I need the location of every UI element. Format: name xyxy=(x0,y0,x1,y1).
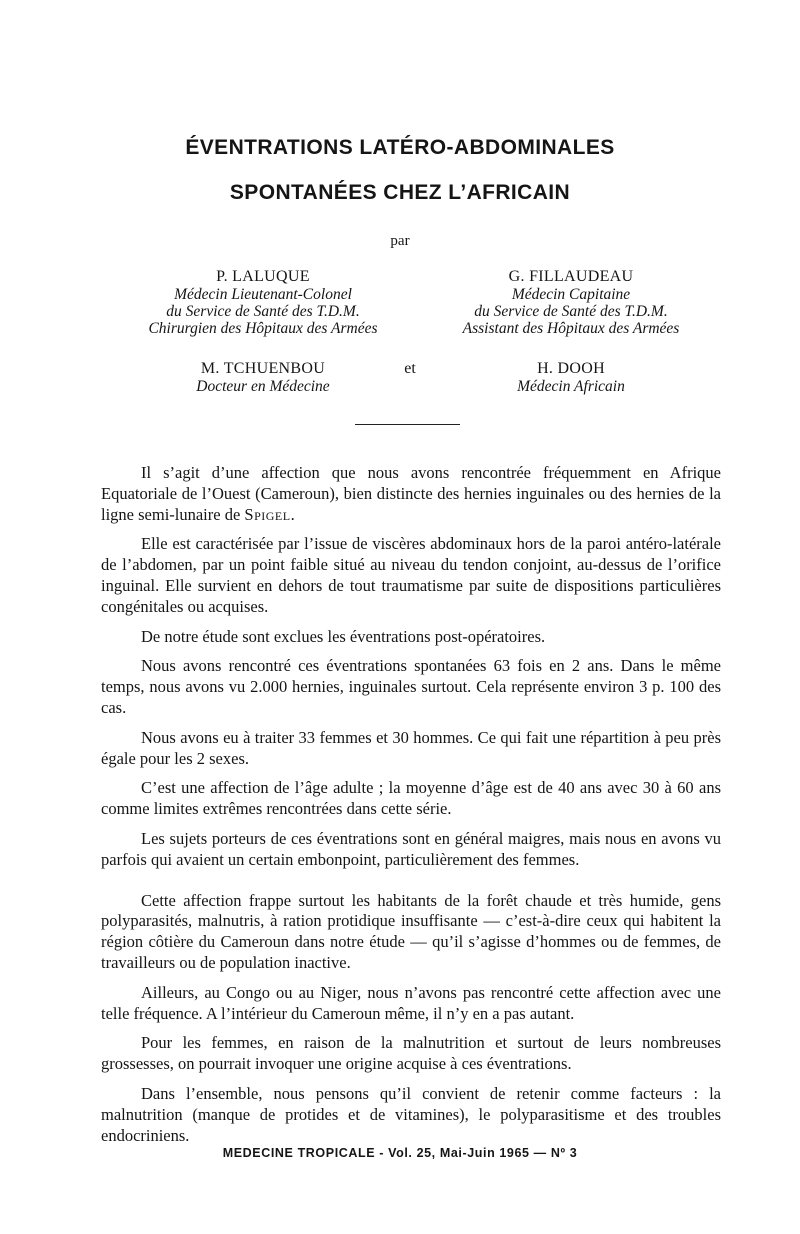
author-role: Médecin Lieutenant-Colonel xyxy=(174,286,352,303)
author-role: Médecin Africain xyxy=(517,378,625,395)
title-line-1: ÉVENTRATIONS LATÉRO-ABDOMINALES xyxy=(185,136,615,159)
name-spigel: Spigel xyxy=(244,504,291,524)
paragraph-text: Il s’agit d’une affection que nous avons rencontrée fréquemment en Afrique Equatoriale de l’Ouest (Cameroun), bien distincte des hernies inguinales ou des hernies de la ligne semi-lunaire de xyxy=(101,463,721,524)
author-fillaudeau xyxy=(406,268,736,337)
author-dooh xyxy=(406,360,736,395)
paragraph-7: Les sujets porteurs de ces éventrations sont en général maigres, mais nous en avons vu parfois qui avaient un certain embonpoint, particulièrement des femmes. xyxy=(101,828,721,869)
author-role: Chirurgien des Hôpitaux des Armées xyxy=(148,320,378,337)
author-role: Assistant des Hôpitaux des Armées xyxy=(462,320,680,337)
paragraph-10: Pour les femmes, en raison de la malnutrition et surtout de leurs nombreuses grossesses, on pourrait invoquer une origine acquise à ces éventrations. xyxy=(101,1033,721,1074)
paragraph-11: Dans l’ensemble, nous pensons qu’il convient de retenir comme facteurs : la malnutrition (manque de protides et de vitamines), le polyparasitisme et des troubles endocriniens. xyxy=(101,1083,721,1145)
byline-par: par xyxy=(390,233,410,249)
paragraph-8: Cette affection frappe surtout les habitants de la forêt chaude et très humide, gens polyparasités, malnutris, à ration protidique insuffisante — c’est-à-dire ceux qui habitent la région côtière du Cameroun dans notre étude — qu’il s’agisse d’hommes ou de femmes, de travailleurs ou de population inactive. xyxy=(101,890,721,972)
paragraph-end: . xyxy=(290,504,295,524)
author-laluque xyxy=(98,268,428,337)
paragraph-6: C’est une affection de l’âge adulte ; la moyenne d’âge est de 40 ans avec 30 à 60 ans comme limites extrêmes rencontrées dans cette série. xyxy=(101,778,721,819)
author-name: H. DOOH xyxy=(537,360,605,377)
article-body xyxy=(101,463,721,1155)
author-tchuenbou xyxy=(98,360,428,395)
separator-rule xyxy=(355,424,460,425)
author-role: Médecin Capitaine xyxy=(511,286,631,303)
paragraph-4: Nous avons rencontré ces éventrations spontanées 63 fois en 2 ans. Dans le même temps, nous avons vu 2.000 hernies, inguinales surtout. Cela représente environ 3 p. 100 des cas. xyxy=(101,656,721,717)
author-conjunction: et xyxy=(404,360,416,377)
paragraph-2: Elle est caractérisée par l’issue de viscères abdominaux hors de la paroi antéro-latérale de l’abdomen, par un point faible situé au niveau du tendon conjoint, au-dessus de l’orifice inguinal. Elle survient en dehors de tout traumatisme par suite de dispositions particulières congénitales ou acquises. xyxy=(101,534,721,616)
author-name: G. FILLAUDEAU xyxy=(508,268,634,285)
paragraph-3: De notre étude sont exclues les éventrations post-opératoires. xyxy=(141,626,546,646)
paragraph-9: Ailleurs, au Congo ou au Niger, nous n’avons pas rencontré cette affection avec une telle fréquence. A l’intérieur du Cameroun même, il n’y en a pas autant. xyxy=(101,982,721,1023)
title-line-2: SPONTANÉES CHEZ L’AFRICAIN xyxy=(229,181,571,204)
author-role: du Service de Santé des T.D.M. xyxy=(474,303,668,320)
author-name: M. TCHUENBOU xyxy=(200,360,326,377)
journal-footer: MEDECINE TROPICALE - Vol. 25, Mai-Juin 1965 — Nº 3 xyxy=(222,1146,578,1160)
author-role: du Service de Santé des T.D.M. xyxy=(166,303,360,320)
paragraph-1 xyxy=(101,463,721,525)
paragraph-5: Nous avons eu à traiter 33 femmes et 30 hommes. Ce qui fait une répartition à peu près égale pour les 2 sexes. xyxy=(101,727,721,768)
author-name: P. LALUQUE xyxy=(216,268,310,285)
author-role: Docteur en Médecine xyxy=(196,378,330,395)
